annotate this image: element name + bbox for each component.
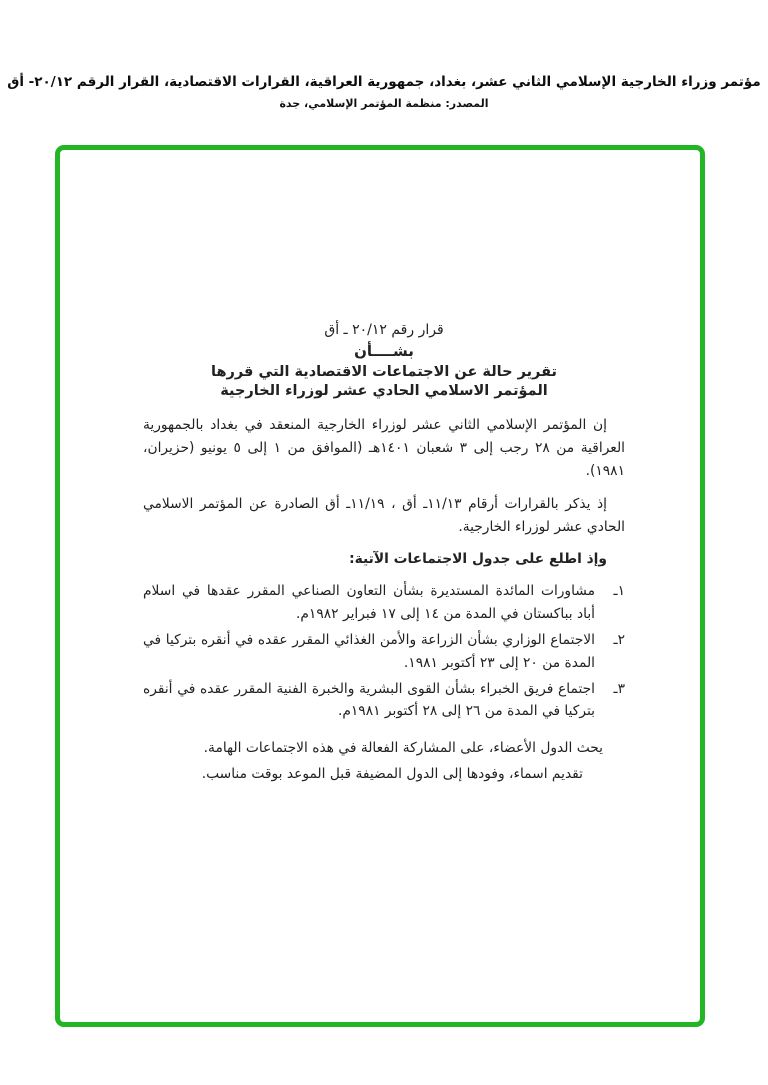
decision-number-line: قرار رقم ٢٠/١٢ ـ أق: [324, 322, 444, 338]
list-item: [143, 629, 625, 675]
list-item-text: اجتماع فريق الخبراء بشأن القوى البشرية والخبرة الفنية المقرر عقده في أنقره بتركيا في المدة من ٢٦ إلى ٢٨ أكتوبر ١٩٨١م.: [143, 680, 595, 720]
recalling-paragraph: إذ يذكر بالقرارات أرقام ١١/١٣ـ أق ، ١١/١٩ـ أق الصادرة عن المؤتمر الاسلامي الحادي عشر لوزراء الخارجية.: [143, 495, 625, 535]
header-source: المصدر: منظمة المؤتمر الإسلامي، جدة: [279, 97, 489, 110]
document-frame: [55, 145, 705, 1027]
header-title: مؤتمر وزراء الخارجية الإسلامي الثاني عشر، بغداد، جمهورية العراقية، القرارات الاقتصادية، القرار الرقم ٢٠/١٢- أق: [7, 74, 761, 90]
meeting-list: [143, 580, 625, 723]
document-body: [143, 322, 625, 787]
list-item-number: ٢ـ: [613, 631, 625, 648]
subject-title-line2: المؤتمر الاسلامي الحادي عشر لوزراء الخارجية: [220, 383, 548, 399]
list-item-text: مشاورات المائدة المستديرة بشأن التعاون الصناعي المقرر عقدها في اسلام أباد بباكستان في المدة من ١٤ إلى ١٧ فبراير ١٩٨٢م.: [143, 583, 595, 622]
title-block: [143, 322, 625, 399]
list-item-text: الاجتماع الوزاري بشأن الزراعة والأمن الغذائي المقرر عقده في أنقره بتركيا في المدة من ٢٠ إلى ٢٣ أكتوبر ١٩٨١.: [143, 631, 595, 671]
schedule-intro-paragraph: وإذ اطلع على جدول الاجتماعات الآتية:: [349, 550, 607, 567]
list-item-number: ٣ـ: [613, 680, 625, 697]
subject-word: بشــــأن: [354, 342, 414, 360]
subject-title-line1: تقرير حالة عن الاجتماعات الاقتصادية التي قررها: [211, 364, 557, 380]
closing-line: تقديم اسماء، وفودها إلى الدول المضيفة قبل الموعد بوقت مناسب.: [201, 765, 583, 782]
page-header: [0, 74, 768, 110]
closing-block: [143, 736, 625, 787]
list-item: [143, 678, 625, 724]
list-item-number: ١ـ: [613, 583, 625, 600]
closing-line: يحث الدول الأعضاء، على المشاركة الفعالة في هذه الاجتماعات الهامة.: [203, 740, 603, 757]
list-item: [143, 580, 625, 626]
preamble-paragraph: إن المؤتمر الإسلامي الثاني عشر لوزراء الخارجية المنعقد في بغداد بالجمهورية العراقية من ٢٨ رجب إلى ٣ شعبان ١٤٠١هـ (الموافق من ١ إلى ٥ يونيو (حزيران، ١٩٨١).: [143, 417, 626, 480]
